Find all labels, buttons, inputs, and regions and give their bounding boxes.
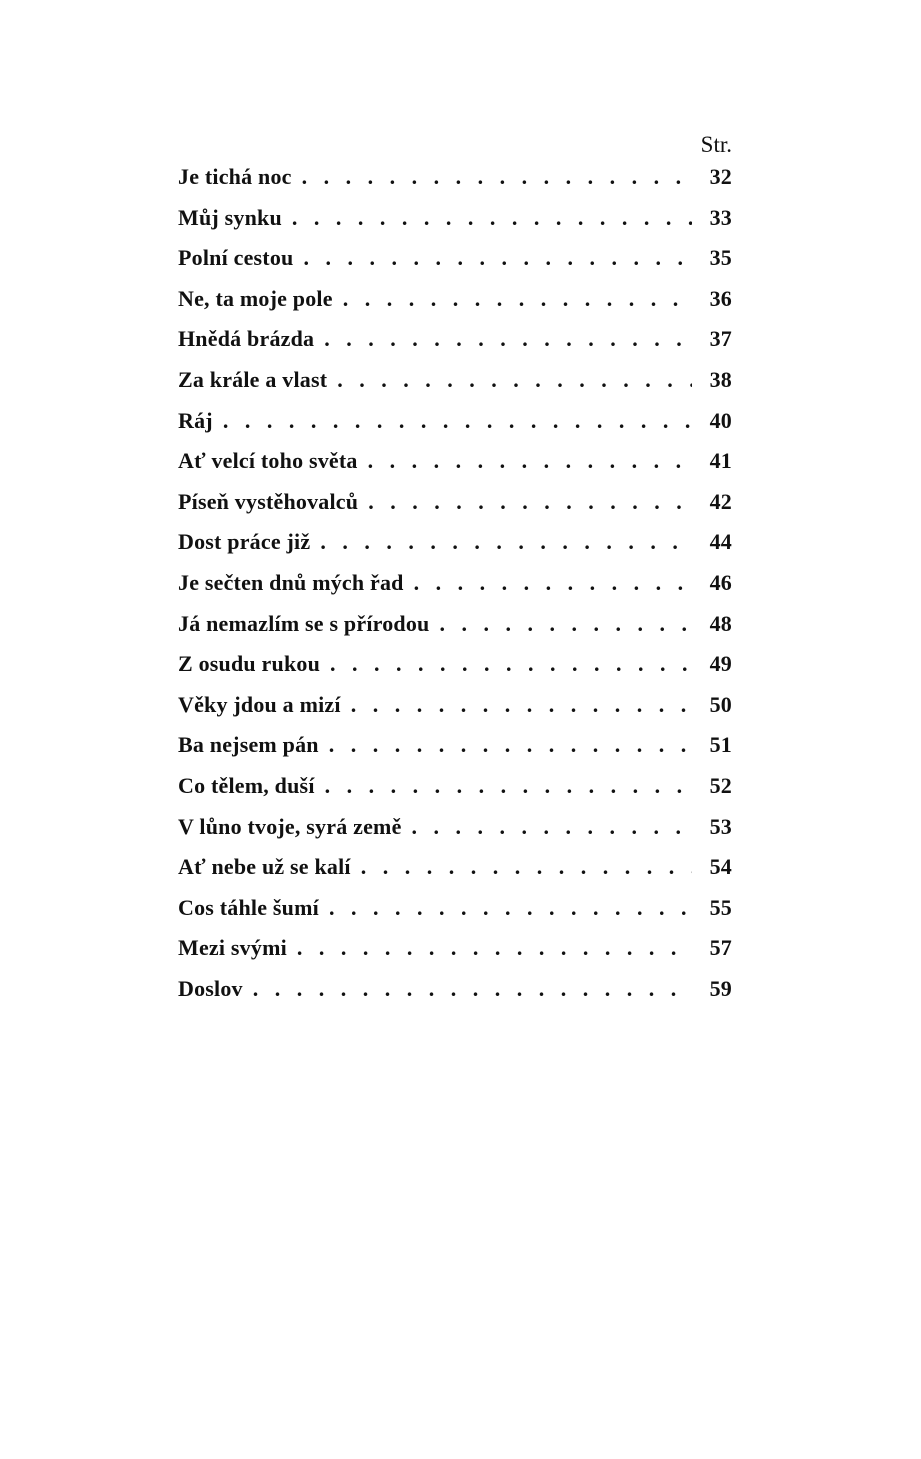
toc-entry-page: 55 [709, 894, 732, 920]
toc-entry-page: 40 [709, 407, 732, 433]
toc-entry-page: 37 [709, 326, 732, 352]
dot-leader [337, 367, 692, 393]
toc-entry [178, 326, 732, 367]
toc-entry-page: 54 [709, 854, 732, 880]
dot-leader [368, 448, 692, 474]
toc-entry-page: 33 [709, 204, 732, 230]
toc-entry-page: 42 [709, 488, 732, 514]
dot-leader [302, 164, 692, 190]
toc-entry-title: Ne, ta moje pole [178, 285, 333, 311]
page-column-label: Str. [700, 132, 732, 157]
dot-leader [330, 651, 692, 677]
dot-leader [414, 570, 692, 596]
dot-leader [351, 692, 692, 718]
toc-entry-title: Píseň vystěhovalců [178, 488, 359, 514]
dot-leader [439, 611, 692, 637]
toc-entry-title: Ať nebe už se kalí [178, 854, 351, 880]
toc-entry [178, 408, 732, 449]
toc-entry-title: Doslov [178, 975, 243, 1001]
toc-entry-title: Můj synku [178, 204, 282, 230]
toc-entry [178, 651, 732, 692]
toc-entry-page: 44 [709, 529, 732, 555]
dot-leader [223, 408, 692, 434]
toc-entry-page: 49 [709, 651, 732, 677]
dot-leader [368, 489, 692, 515]
toc-entry-title: Za krále a vlast [178, 366, 328, 392]
toc-entry-title: Je tichá noc [178, 164, 292, 189]
toc-entry-title: Já nemazlím se s přírodou [178, 610, 430, 636]
toc-entry-title: Věky jdou a mizí [178, 691, 341, 717]
dot-leader [297, 935, 692, 961]
toc-entry [178, 205, 732, 246]
toc-entry-title: Ať velcí toho světa [178, 448, 358, 474]
toc-entry-title: Hnědá brázda [178, 326, 315, 352]
toc-entry [178, 732, 732, 773]
toc-entry [178, 529, 732, 570]
toc-entry [178, 773, 732, 814]
toc-entry [178, 814, 732, 855]
dot-leader [325, 773, 692, 799]
toc-entry [178, 895, 732, 936]
dot-leader [329, 895, 692, 921]
toc-entry-page: 51 [709, 732, 732, 758]
toc-entry-page: 59 [709, 975, 732, 1001]
toc-entry-page: 32 [709, 164, 732, 189]
toc-entry-page: 57 [709, 935, 732, 961]
toc-entry [178, 367, 732, 408]
toc-entry [178, 448, 732, 489]
toc-entry-title: V lůno tvoje, syrá země [178, 813, 402, 839]
toc-entry-title: Co tělem, duší [178, 772, 315, 798]
toc-entry [178, 935, 732, 976]
table-of-contents [178, 164, 732, 1016]
dot-leader [324, 326, 692, 352]
dot-leader [303, 245, 692, 271]
toc-entry-page: 38 [709, 366, 732, 392]
toc-entry [178, 489, 732, 530]
toc-entry [178, 164, 732, 205]
toc-entry-title: Ba nejsem pán [178, 732, 319, 758]
toc-entry-title: Je sečten dnů mých řad [178, 569, 404, 595]
toc-entry-title: Ráj [178, 407, 213, 433]
toc-entry-title: Z osudu rukou [178, 651, 321, 677]
dot-leader [412, 814, 692, 840]
toc-entry-page: 50 [709, 691, 732, 717]
dot-leader [253, 976, 692, 1002]
toc-entry-page: 35 [709, 245, 732, 271]
toc-entry [178, 286, 732, 327]
toc-entry-page: 46 [709, 569, 732, 595]
dot-leader [361, 854, 692, 880]
dot-leader [320, 529, 692, 555]
toc-entry [178, 611, 732, 652]
toc-entry-page: 52 [709, 772, 732, 798]
toc-entry-title: Cos táhle šumí [178, 894, 319, 920]
toc-entry [178, 245, 732, 286]
toc-entry [178, 692, 732, 733]
toc-entry [178, 570, 732, 611]
toc-entry-title: Polní cestou [178, 245, 294, 271]
toc-entry-page: 53 [709, 813, 732, 839]
toc-entry [178, 976, 732, 1017]
dot-leader [329, 732, 692, 758]
toc-entry-page: 36 [709, 285, 732, 311]
toc-entry-page: 41 [709, 448, 732, 474]
toc-entry-title: Mezi svými [178, 935, 287, 961]
toc-entry-title: Dost práce již [178, 529, 311, 555]
dot-leader [343, 286, 692, 312]
toc-entry-page: 48 [709, 610, 732, 636]
dot-leader [292, 205, 692, 231]
toc-entry [178, 854, 732, 895]
